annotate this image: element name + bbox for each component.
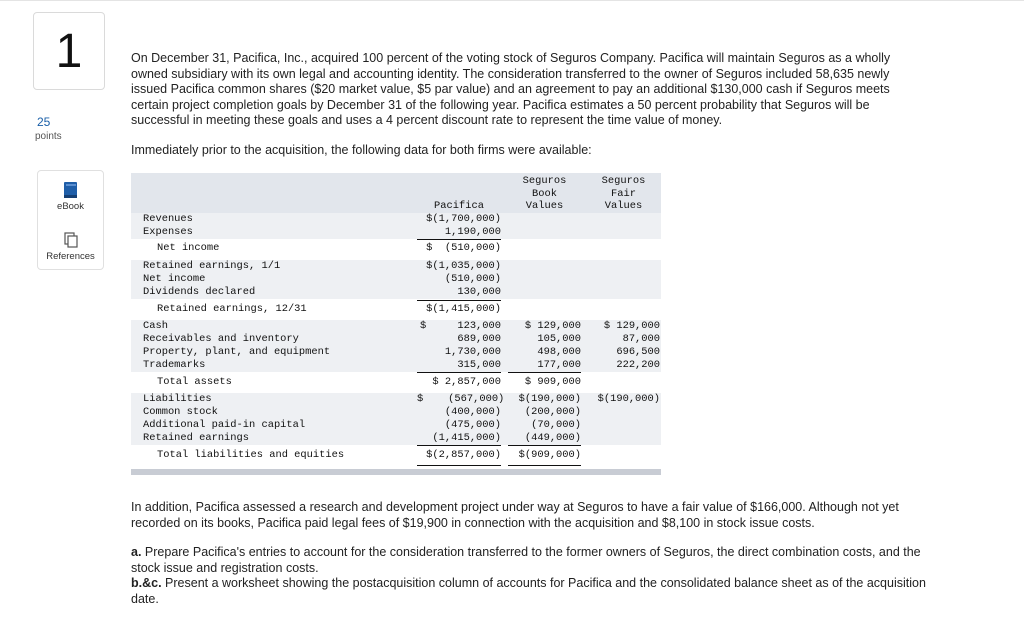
pacifica-value: (1,415,000) [432, 432, 501, 444]
part-a [131, 545, 951, 576]
book-value: $ 909,000 [524, 376, 581, 388]
row-label: Total liabilities and equities [157, 449, 345, 461]
row-label: Common stock [143, 406, 218, 418]
table-row [131, 346, 661, 359]
book-value: (70,000) [531, 419, 581, 431]
table-row [131, 320, 661, 333]
top-divider [0, 0, 1024, 1]
pacifica-value: (475,000) [444, 419, 501, 431]
total-underline [417, 445, 501, 446]
pacifica-value: $ (510,000) [426, 242, 501, 254]
fair-value: 222,200 [616, 359, 660, 371]
pacifica-value: $(2,857,000) [426, 449, 501, 461]
book-value: (449,000) [524, 432, 581, 444]
fair-value: $(190,000) [597, 393, 660, 405]
total-underline [417, 372, 501, 373]
header-fair-values: Seguros Fair Values [601, 175, 646, 212]
table-row [131, 213, 661, 226]
addition-paragraph: In addition, Pacifica assessed a research and development project under way at Seguros to have a fair value of $166,000. Although not yet recorded on its books, Pacifica paid legal fees of $19,900 in connection with the acquisition and $8,100 in stock issue costs. [131, 500, 899, 530]
table-row [131, 333, 661, 346]
table-row [131, 359, 661, 372]
pacifica-value: $ 2,857,000 [432, 376, 501, 388]
tools-panel [37, 170, 104, 270]
pacifica-value: 130,000 [457, 286, 501, 298]
table-row [131, 432, 661, 445]
table-row [131, 260, 661, 273]
table-bottom-band [131, 469, 661, 475]
part-bc [131, 576, 951, 607]
book-value: $ 129,000 [524, 320, 581, 332]
ebook-button[interactable] [38, 181, 103, 212]
book-value: 105,000 [537, 333, 581, 345]
pacifica-value: (400,000) [444, 406, 501, 418]
row-label: Receivables and inventory [143, 333, 299, 345]
table-row [131, 286, 661, 299]
total-underline [417, 465, 501, 466]
table-row [131, 226, 661, 239]
row-label: Retained earnings, 1/1 [143, 260, 281, 272]
row-label: Net income [157, 242, 220, 254]
book-icon [63, 181, 79, 199]
pacifica-value: 689,000 [457, 333, 501, 345]
ebook-label: eBook [57, 201, 84, 212]
part-a-label: a. [131, 545, 142, 559]
row-label: Property, plant, and equipment [143, 346, 331, 358]
header-book-values: Seguros Book Values [522, 175, 567, 212]
pacifica-value: $ (567,000) [417, 393, 505, 405]
fair-value: $ 129,000 [603, 320, 660, 332]
row-label: Retained earnings, 12/31 [157, 303, 307, 315]
book-value: 498,000 [537, 346, 581, 358]
fair-value: 696,500 [616, 346, 660, 358]
fair-value: 87,000 [622, 333, 660, 345]
table-row [131, 406, 661, 419]
header-pacifica: Pacifica [434, 200, 484, 212]
row-label: Retained earnings [143, 432, 250, 444]
book-value: 177,000 [537, 359, 581, 371]
pacifica-value: $(1,415,000) [426, 303, 501, 315]
table-row [131, 376, 661, 389]
pacifica-value: 1,730,000 [444, 346, 501, 358]
total-underline [508, 372, 581, 373]
documents-icon [63, 231, 79, 249]
part-bc-text: Present a worksheet showing the postacquisition column of accounts for Pacifica and the consolidated balance sheet as of the acquisition date. [131, 576, 926, 606]
intro-paragraph: On December 31, Pacifica, Inc., acquired 100 percent of the voting stock of Seguros Company. Pacifica will maintain Seguros as a wholly owned subsidiary with its own legal and accounting identity. The consideration transferred to the owner of Seguros included 58,635 newly issued Pacifica common shares ($20 market value, $5 par value) and an agreement to pay an additional $130,000 cash if Seguros meets certain project completion goals by December 31 of the following year. Pacifica estimates a 50 percent probability that Seguros will be successful in meeting these goals and uses a 4 percent discount rate to represent the time value of money. [131, 51, 891, 128]
pacifica-value: 315,000 [457, 359, 501, 371]
table-row [131, 393, 661, 406]
table-row [131, 303, 661, 316]
table-row [131, 449, 661, 462]
row-label: Total assets [157, 376, 232, 388]
prior-data-paragraph: Immediately prior to the acquisition, the following data for both firms were available: [131, 143, 592, 157]
book-value: (200,000) [524, 406, 581, 418]
total-underline [508, 445, 581, 446]
question-number: 1 [33, 12, 105, 90]
part-a-text: Prepare Pacifica's entries to account for the consideration transferred to the former owners of Seguros, the direct combination costs, and the stock issue and registration costs. [131, 545, 921, 575]
table-row [131, 419, 661, 432]
row-label: Cash [143, 320, 168, 332]
row-label: Liabilities [143, 393, 212, 405]
row-label: Additional paid-in capital [143, 419, 306, 431]
total-underline [417, 300, 501, 301]
points-label: points [35, 131, 62, 142]
pacifica-value: $ 123,000 [419, 320, 501, 332]
pacifica-value: (510,000) [444, 273, 501, 285]
pacifica-value: $(1,035,000) [426, 260, 501, 272]
table-header-band [131, 173, 661, 214]
book-value: $(909,000) [518, 449, 581, 461]
row-label: Trademarks [143, 359, 206, 371]
book-value: $(190,000) [518, 393, 581, 405]
financial-data-table [131, 173, 661, 478]
table-row [131, 273, 661, 286]
points-value: 25 [37, 115, 51, 129]
pacifica-value: $(1,700,000) [426, 213, 501, 225]
part-bc-label: b.&c. [131, 576, 162, 590]
row-label: Dividends declared [143, 286, 256, 298]
row-label: Net income [143, 273, 206, 285]
row-label: Expenses [143, 226, 193, 238]
pacifica-value: 1,190,000 [444, 226, 501, 238]
row-label: Revenues [143, 213, 193, 225]
references-button[interactable] [38, 231, 103, 262]
references-label: References [46, 251, 95, 262]
total-underline [417, 239, 501, 240]
table-row [131, 242, 661, 255]
total-underline [508, 465, 581, 466]
